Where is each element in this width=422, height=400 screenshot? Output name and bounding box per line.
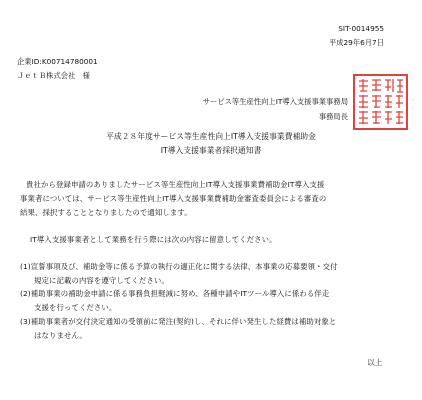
body-paragraph-1-line-1: 貴社から登録申請のありましたサービス等生産性向上IT導入支援事業費補助金IT導入支援 — [26, 180, 325, 189]
body-paragraph-2: IT導入支援事業者として業務を行う際には次の内容に留意してください。 — [30, 235, 277, 244]
heading-line-2: IT導入支援事業者採択通知書 — [160, 146, 262, 155]
document-number: SIT-0014955 — [338, 24, 384, 33]
official-seal — [353, 74, 408, 130]
issue-date: 平成29年6月7日 — [328, 38, 384, 47]
note-1-line-2: 規定に記載の内容を遵守してください。 — [34, 276, 169, 285]
recipient-company-id: 企業ID:K00714780001 — [17, 57, 98, 66]
note-2-line-1: (2)補助事業の補助金申請に係る事務負担軽減に努め、各種申請やITツール導入に係わる伴走 — [20, 289, 330, 298]
note-3-line-2: はなりません。 — [34, 331, 87, 340]
note-2-line-2: 支援を行ってください。 — [34, 303, 117, 312]
sender-organization: サービス等生産性向上IT導入支援事業事務局 — [202, 97, 348, 106]
body-paragraph-1-line-3: 結果、採択することとなりましたので通知します。 — [20, 208, 192, 217]
note-3-line-1: (3)補助事業者が交付決定通知の受領前に発注(契約)し、それに伴い発生した経費は補助対象と — [20, 317, 337, 326]
sender-title: 事務局長 — [318, 112, 348, 121]
recipient-name: ＪｅｔＢ株式会社 様 — [17, 71, 90, 80]
note-1-line-1: (1)宣誓事項及び、補助金等に係る予算の執行の適正化に関する法律、本事業の応募要領・交付 — [20, 262, 338, 271]
body-paragraph-1-line-2: 事業者については、サービス等生産性向上IT導入支援事業費補助金審査委員会による審査の — [20, 194, 327, 203]
closing-mark: 以上 — [367, 358, 382, 367]
heading-line-1: 平成２８年度サービス等生産性向上IT導入支援事業費補助金 — [106, 132, 316, 141]
